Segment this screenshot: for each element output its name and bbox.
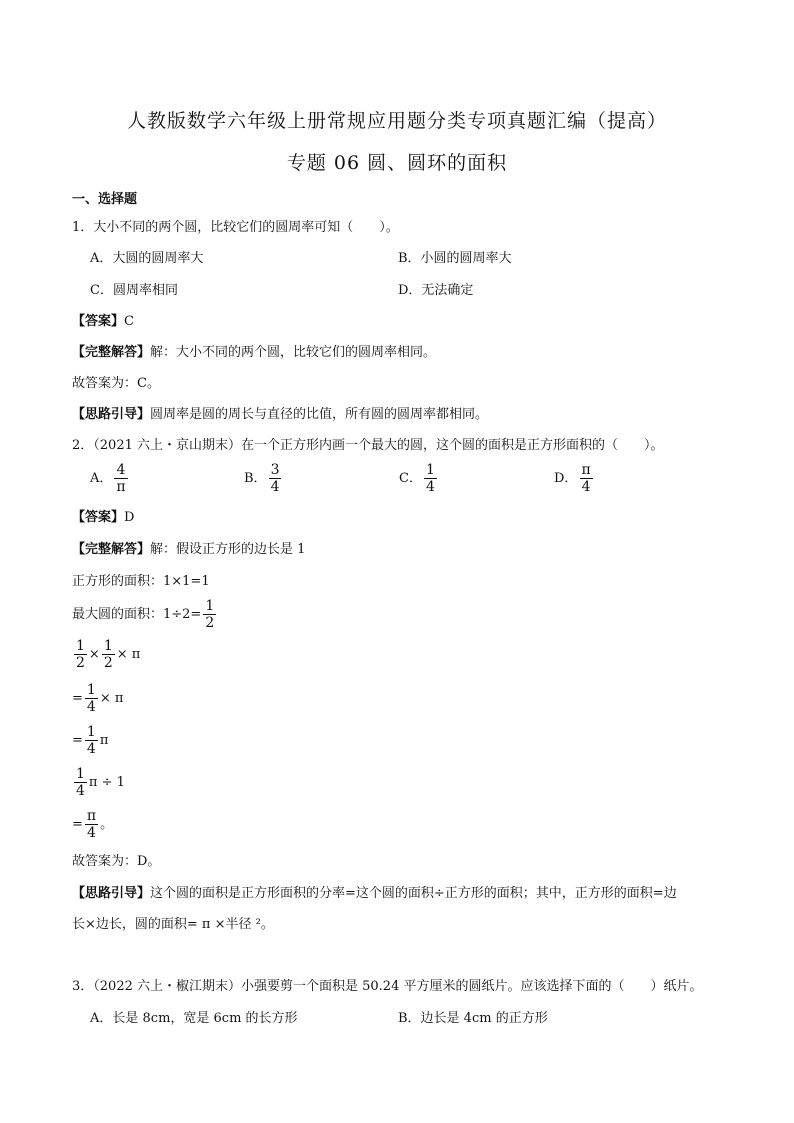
solution-text: 解：假设正方形的边长是 1 [150,542,306,557]
answer-tag: 【答案】 [72,510,125,525]
fraction: $\frac{\pi}{4}$ [86,808,97,841]
q2-solution [72,541,305,559]
option-label: B． [244,470,267,486]
fraction: $\frac{1}{2}$ [76,638,85,671]
q2-conclusion: 故答案为：D。 [72,854,161,869]
q3-option-b: B．边长是 4cm 的正方形 [398,1011,548,1026]
solution-text: 解：大小不同的两个圆，比较它们的圆周率相同。 [150,345,437,360]
times-pi: × π [116,646,141,662]
q1-solution [72,344,436,362]
q3-option-a: A．长是 8cm，宽是 6cm 的长方形 [90,1011,298,1026]
q2-step-5 [72,808,113,841]
q2-hint [72,885,677,903]
fraction: $\frac{3}{4}$ [270,462,280,495]
q1-hint [72,406,488,424]
pi-symbol: π [99,732,109,748]
q2-option-c [399,462,439,495]
q2-answer [72,509,134,527]
q1-option-d: D．无法确定 [398,283,474,298]
q1-conclusion: 故答案为：C。 [72,376,160,391]
q1-option-b: B．小圆的圆周率大 [398,251,512,266]
q1-option-a: A．大圆的圆周率大 [90,251,204,266]
hint-tag: 【思路引导】 [72,886,151,901]
q2-option-a [90,462,130,495]
q2-hint-line2: 长×边长，圆的面积= π ×半径 ²。 [72,917,274,932]
q3-stem: 3．（2022 六上・椒江期末）小强要剪一个面积是 50.24 平方厘米的圆纸片。应该选择下面的（ ）纸片。 [72,979,703,994]
document-title: 人教版数学六年级上册常规应用题分类专项真题汇编（提高） [126,110,667,132]
q2-circle-area [72,598,218,631]
equals-sign: = [72,732,83,748]
answer-tag: 【答案】 [72,314,125,329]
q1-stem: 1．大小不同的两个圆，比较它们的圆周率可知（ ）。 [72,220,399,235]
period: 。 [100,816,114,832]
hint-tag: 【思路引导】 [72,407,151,422]
section-heading: 一、选择题 [72,192,138,207]
fraction: $\frac{\pi}{4}$ [581,462,591,495]
q2-step-2 [72,682,123,715]
circle-area-text: 最大圆的面积：1÷2= [72,606,202,622]
solution-tag: 【完整解答】 [72,345,151,360]
option-label: C． [399,470,422,486]
answer-value: D [124,510,135,525]
document-subtitle: 专题 06 圆、圆环的面积 [286,152,508,174]
fraction: $\frac{4}{\pi}$ [116,462,126,495]
equals-sign: = [72,690,83,706]
q1-answer [72,313,134,331]
q2-step-1 [72,638,140,671]
divide-one: π ÷ 1 [88,774,125,790]
q2-step-3 [72,724,108,757]
q2-option-b [244,462,283,495]
equals-sign: = [72,816,83,832]
q2-square-area: 正方形的面积：1×1=1 [72,574,210,589]
fraction: $\frac{1}{4}$ [86,724,96,757]
q2-option-d [554,462,595,495]
fraction: $\frac{1}{4}$ [86,682,96,715]
option-label: D． [554,470,578,486]
hint-text: 圆周率是圆的周长与直径的比值，所有圆的圆周率都相同。 [150,407,489,422]
answer-value: C [124,314,134,329]
q2-step-4 [72,766,125,799]
times-sign: × [88,646,100,662]
fraction: $\frac{1}{4}$ [425,462,435,495]
fraction: $\frac{1}{2}$ [205,598,215,631]
option-label: A． [90,470,113,486]
hint-text: 这个圆的面积是正方形面积的分率=这个圆的面积÷正方形的面积；其中，正方形的面积=边 [150,886,677,901]
fraction: $\frac{1}{2}$ [103,638,113,671]
q2-stem: 2．（2021 六上・京山期末）在一个正方形内画一个最大的圆，这个圆的面积是正方形面积的（ ）。 [72,438,664,453]
solution-tag: 【完整解答】 [72,542,151,557]
times-pi: × π [99,690,124,706]
fraction: $\frac{1}{4}$ [76,766,85,799]
q1-option-c: C．圆周率相同 [90,283,178,298]
